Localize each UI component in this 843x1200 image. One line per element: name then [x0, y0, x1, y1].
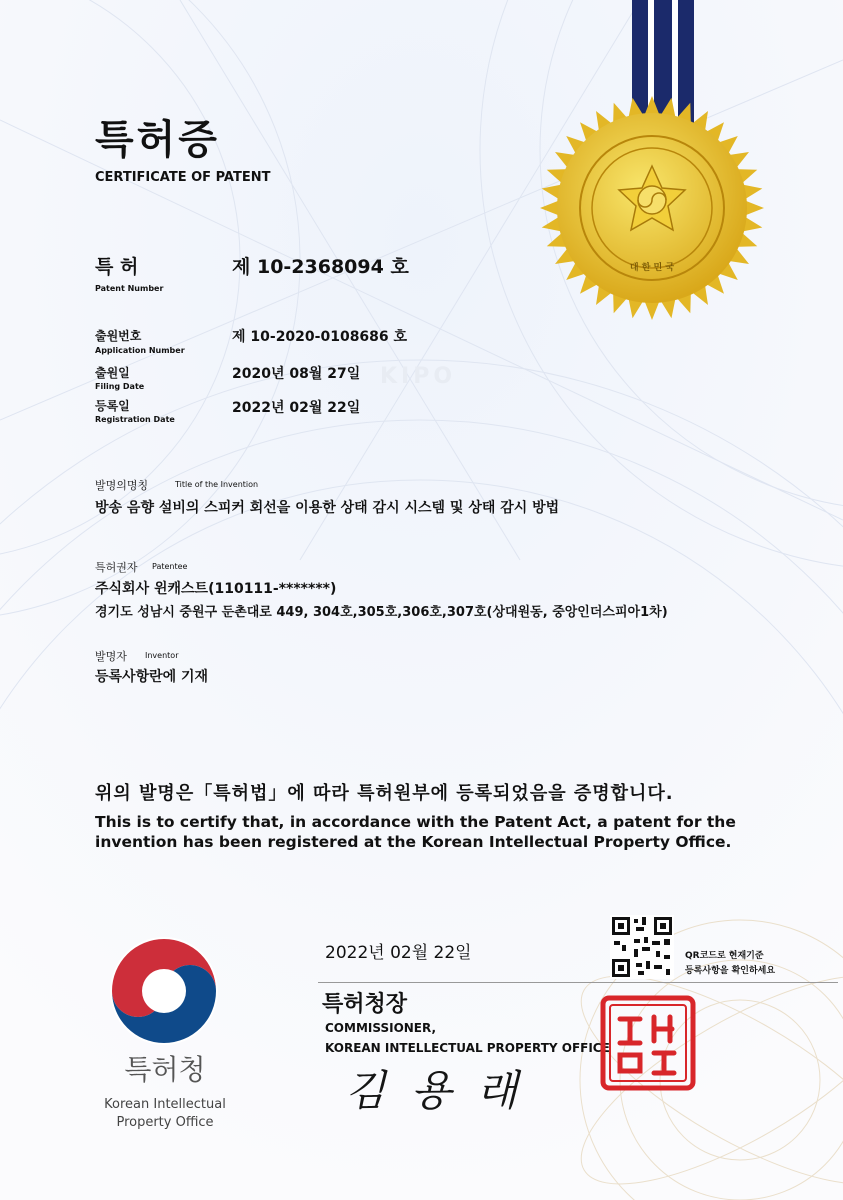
- kipo-name-en: [80, 1096, 250, 1132]
- application-number-value: 제 10-2020-0108686 호: [232, 329, 408, 345]
- qr-note-line-2: 등록사항을 확인하세요: [685, 966, 776, 976]
- patent-number-value: 제 10-2368094 호: [232, 256, 409, 278]
- patentee-address: 경기도 성남시 중원구 둔촌대로 449, 304호,305호,306호,307호(상대원동, 중앙인더스피아1차): [95, 605, 668, 620]
- issue-date: 2022년 02월 22일: [325, 943, 472, 963]
- commissioner-line-1: COMMISSIONER,: [325, 1021, 437, 1035]
- kipo-name-ko: 특허청: [124, 1053, 206, 1086]
- filing-date-label: 출원일: [95, 366, 130, 380]
- official-seal-stamp: [600, 995, 696, 1091]
- patent-number-label-en: Patent Number: [95, 284, 164, 293]
- kipo-watermark-text: KIPO: [380, 364, 457, 389]
- invention-title-label-en: Title of the Invention: [175, 480, 259, 489]
- registration-date-label-en: Registration Date: [95, 415, 175, 424]
- qr-note: [685, 949, 775, 979]
- kipo-name-en-2: Property Office: [116, 1115, 214, 1130]
- kipo-name-en-1: Korean Intellectual: [104, 1097, 226, 1112]
- certificate-title: 특허증: [95, 117, 220, 163]
- application-number-label-en: Application Number: [95, 346, 185, 355]
- patentee-name: 주식회사 윈캐스트(110111-*******): [95, 581, 337, 597]
- kipo-watermark: [380, 360, 456, 394]
- registration-date-label: 등록일: [95, 399, 130, 413]
- patent-number-label: 특 허: [95, 256, 139, 278]
- commissioner-title: 특허청장: [322, 992, 408, 1017]
- patentee-label-en: Patentee: [152, 562, 188, 571]
- filing-date-value: 2020년 08월 27일: [232, 366, 361, 382]
- application-number-label: 출원번호: [95, 329, 142, 343]
- invention-title-value: 방송 음향 설비의 스피커 회선을 이용한 상태 감시 시스템 및 상태 감시 방법: [95, 500, 560, 516]
- certification-korean: 위의 발명은「특허법」에 따라 특허원부에 등록되었음을 증명합니다.: [95, 783, 674, 804]
- registration-date-value: 2022년 02월 22일: [232, 400, 361, 416]
- commissioner-line-2: KOREAN INTELLECTUAL PROPERTY OFFICE: [325, 1041, 610, 1055]
- commissioner-signature: 김 용 래: [345, 1066, 524, 1115]
- inventor-label-en: Inventor: [145, 651, 179, 660]
- kipo-logo: [108, 935, 220, 1047]
- invention-title-label: 발명의명칭: [95, 479, 149, 492]
- patentee-label: 특허권자: [95, 561, 138, 574]
- medal-text: 대 한 민 국: [629, 263, 675, 273]
- footer-divider: [318, 982, 838, 983]
- inventor-label: 발명자: [95, 650, 127, 663]
- qr-note-line-1: QR코드로 현재기준: [685, 951, 764, 961]
- certificate-subtitle: CERTIFICATE OF PATENT: [95, 170, 271, 185]
- certification-english: This is to certify that, in accordance with the Patent Act, a patent for the invention has been registered at the Korean Intellectual Property Office.: [95, 813, 736, 851]
- commissioner-title-en: [325, 1018, 610, 1058]
- inventor-value: 등록사항란에 기재: [95, 669, 209, 685]
- qr-code[interactable]: [610, 915, 674, 979]
- filing-date-label-en: Filing Date: [95, 382, 145, 391]
